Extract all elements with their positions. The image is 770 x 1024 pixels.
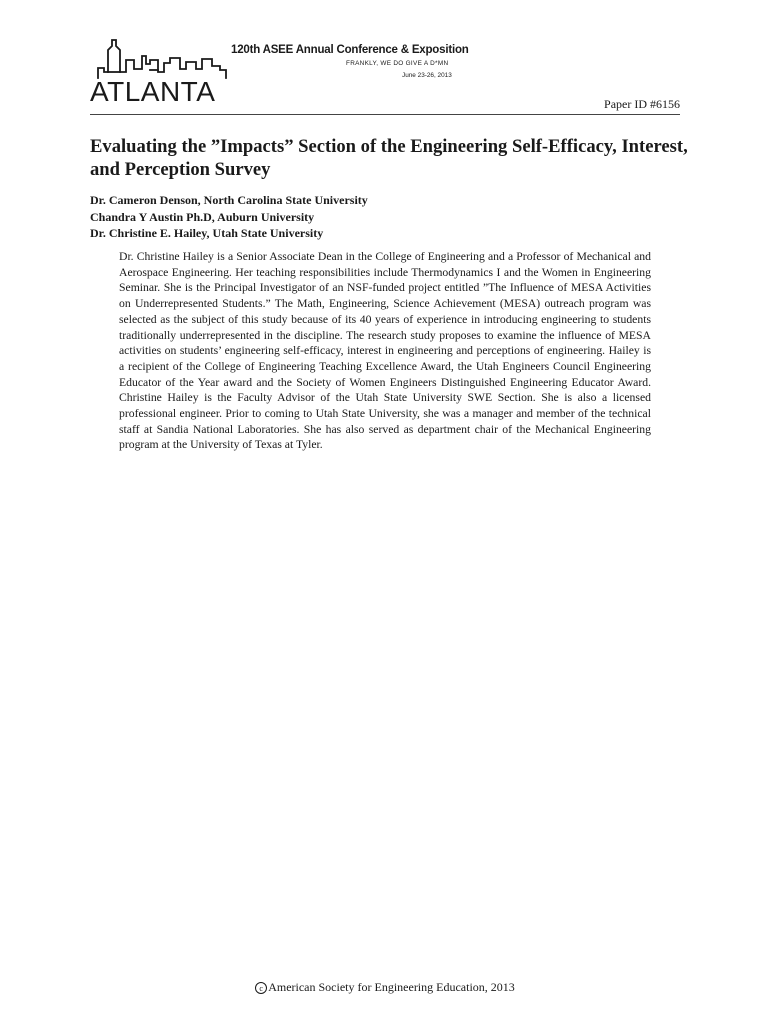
conference-title: 120th ASEE Annual Conference & Exposition [231,44,469,56]
paper-title: Evaluating the ”Impacts” Section of the Engineering Self-Efficacy, Interest, and Perception Survey [90,136,688,180]
author-biography: Dr. Christine Hailey is a Senior Associate Dean in the College of Engineering and a Professor of Mechanical and Aerospace Engineering. Her teaching responsibilities include Thermodynamics I and the Women in Engineering Seminar. She is the Principal Investigator of an NSF-funded project entitled ”The Influence of MESA Activities on Underrepresented Students.” The Math, Engineering, Science Achievement (MESA) outreach program was selected as the subject of this study because of its 40 years of experience in introducing engineering to students traditionally underrepresented in the discipline. The research study proposes to examine the influence of MESA activities on students’ engineering self-efficacy, interest in engineering and perceptions of engineering. Hailey is a recipient of the College of Engineering Teaching Excellence Award, the Utah Engineers Council Engineering Educator of the Year award and the Society of Women Engineers Distinguished Engineering Educator Award. Christine Hailey is the Faculty Advisor of the Utah State University SWE Section. She is also a licensed professional engineer. Prior to coming to Utah State University, she was a manager and member of the technical staff at Sandia National Laboratories. She has also served as department chair of the Mechanical Engineering program at the University of Texas at Tyler. [119,250,651,452]
conference-dates: June 23-26, 2013 [402,72,452,79]
author-list [90,192,680,242]
copyright-footer [0,980,770,995]
conference-city: ATLANTA [90,76,216,107]
conference-tagline: FRANKLY, WE DO GIVE A D*MN [346,60,449,67]
header-divider [90,114,680,115]
author-line: Dr. Cameron Denson, North Carolina State University [90,193,368,207]
copyright-icon: c [255,982,267,994]
author-line: Chandra Y Austin Ph.D, Auburn University [90,209,315,224]
conference-header [90,36,680,116]
author-line: Dr. Christine E. Hailey, Utah State University [90,226,324,240]
copyright-text: American Society for Engineering Education, 2013 [268,980,515,994]
paper-id: Paper ID #6156 [604,97,680,111]
